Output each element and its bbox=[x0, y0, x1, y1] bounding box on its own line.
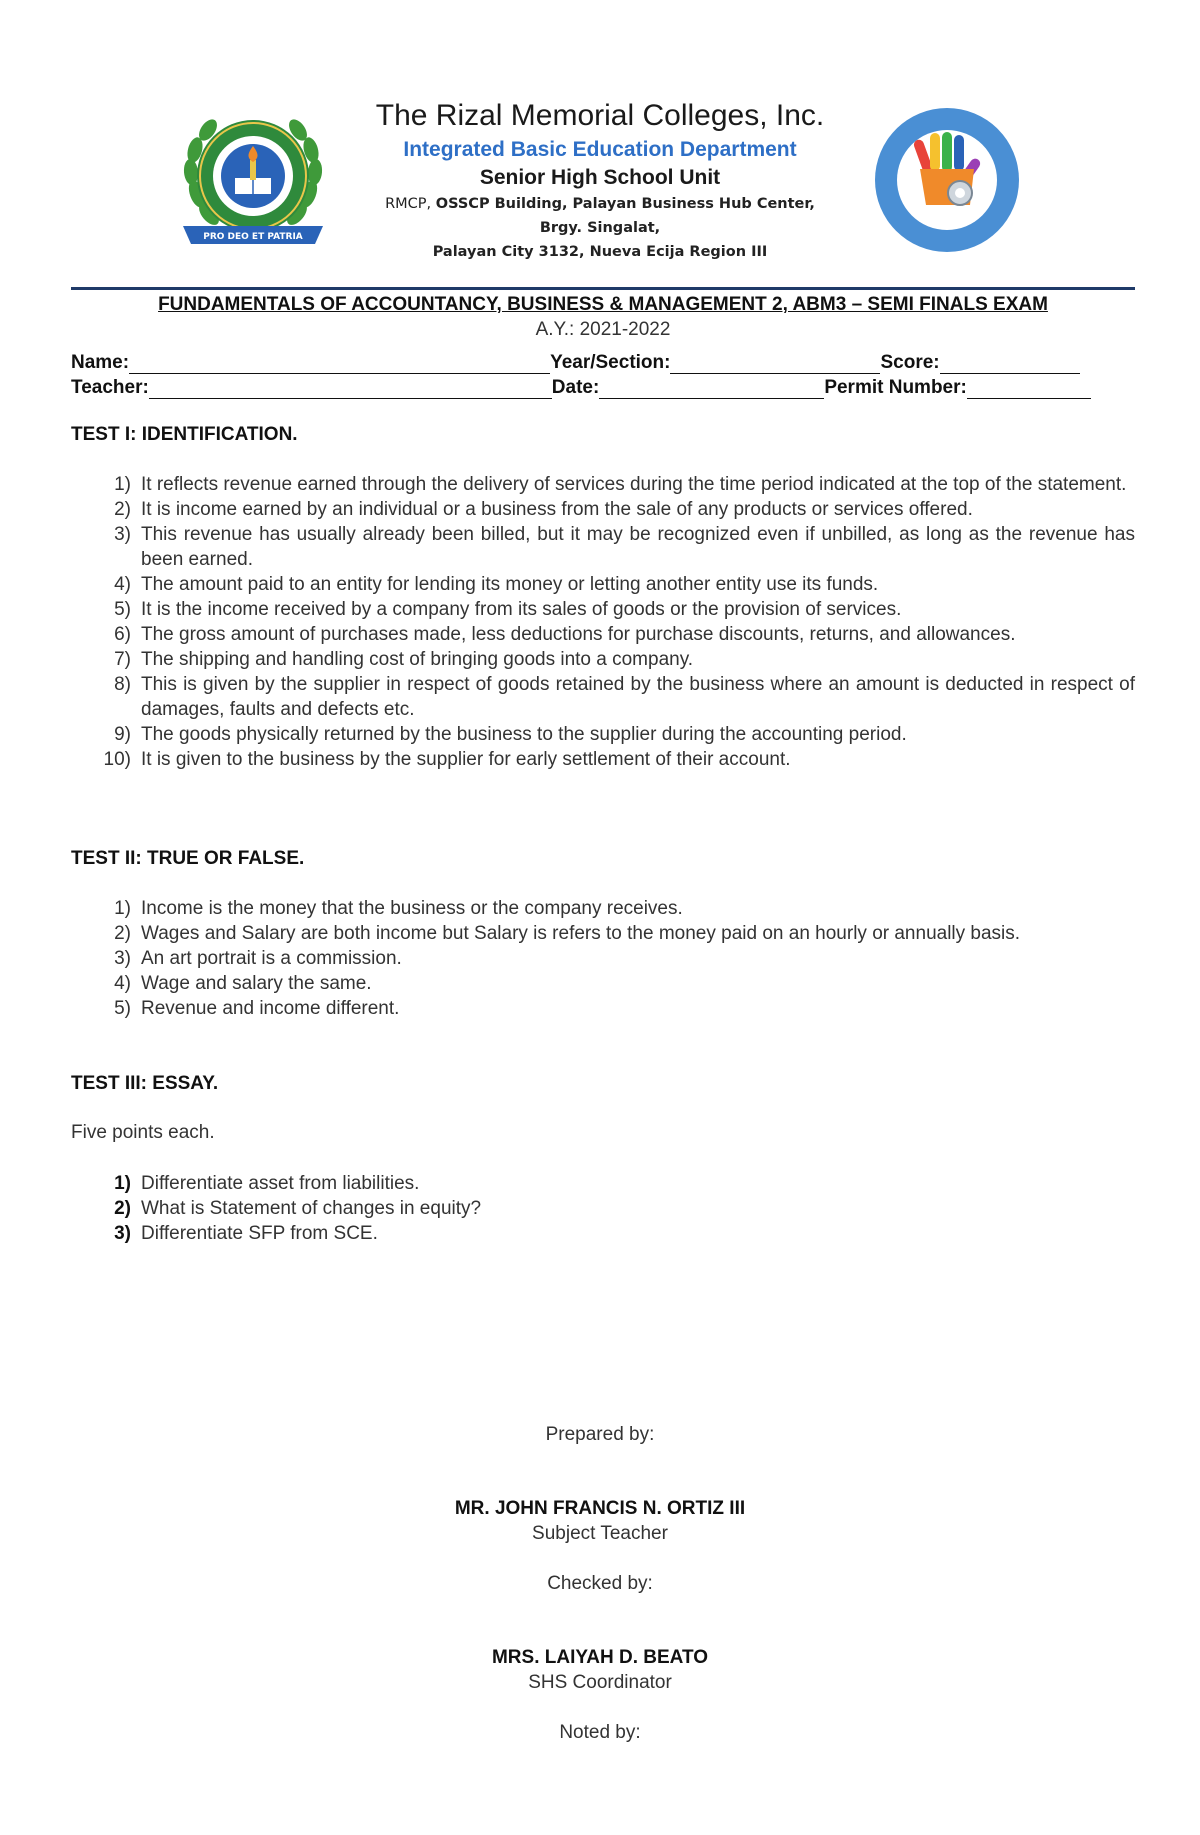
score-label: Score: bbox=[880, 352, 940, 373]
checked-by-label: Checked by: bbox=[547, 1573, 653, 1594]
list-item bbox=[71, 1171, 1135, 1196]
item-text: Wage and salary the same. bbox=[141, 973, 372, 994]
list-item bbox=[71, 996, 1135, 1021]
list-item bbox=[71, 647, 1135, 672]
item-number: 3) bbox=[114, 1223, 131, 1244]
name-label: Name: bbox=[71, 352, 130, 373]
test3-instruction: Five points each. bbox=[71, 1122, 215, 1143]
item-number: 4) bbox=[114, 574, 131, 595]
item-text: The shipping and handling cost of bringing goods into a company. bbox=[141, 649, 694, 670]
list-item bbox=[71, 672, 1135, 722]
address-line-1 bbox=[290, 192, 910, 216]
item-number: 1) bbox=[114, 898, 131, 919]
checked-by-name: MRS. LAIYAH D. BEATO bbox=[491, 1647, 709, 1668]
shs-seal-logo bbox=[872, 105, 1022, 255]
test3-list bbox=[71, 1171, 1135, 1246]
list-item bbox=[71, 1196, 1135, 1221]
item-number: 9) bbox=[114, 724, 131, 745]
item-number: 10) bbox=[103, 749, 131, 770]
date-blank[interactable] bbox=[599, 380, 824, 399]
list-item bbox=[71, 472, 1135, 497]
list-item bbox=[71, 921, 1135, 946]
unit-name: Senior High School Unit bbox=[479, 166, 721, 189]
year-section-label: Year/Section: bbox=[550, 352, 671, 373]
name-blank[interactable] bbox=[129, 355, 550, 374]
address-line-3: Palayan City 3132, Nueva Ecija Region III bbox=[432, 244, 768, 260]
test2-title: TEST II: TRUE OR FALSE. bbox=[71, 848, 305, 869]
teacher-blank[interactable] bbox=[149, 380, 552, 399]
list-item bbox=[71, 722, 1135, 747]
list-item bbox=[71, 622, 1135, 647]
list-item bbox=[71, 896, 1135, 921]
date-label: Date: bbox=[551, 377, 600, 398]
test1-title: TEST I: IDENTIFICATION. bbox=[71, 424, 298, 445]
item-number: 2) bbox=[114, 499, 131, 520]
item-text: Wages and Salary are both income but Salary is refers to the money paid on an hourly or annually basis. bbox=[141, 923, 1021, 944]
teacher-label: Teacher: bbox=[71, 377, 149, 398]
noted-by-label: Noted by: bbox=[559, 1722, 641, 1743]
item-text: An art portrait is a commission. bbox=[141, 948, 402, 969]
address-rest: OSSCP Building, Palayan Business Hub Center, bbox=[435, 196, 815, 212]
item-text: Revenue and income different. bbox=[141, 998, 400, 1019]
list-item bbox=[71, 522, 1135, 572]
item-text: What is Statement of changes in equity? bbox=[141, 1198, 482, 1219]
item-text: The goods physically returned by the business to the supplier during the accounting period. bbox=[141, 724, 907, 745]
item-number: 8) bbox=[114, 674, 131, 695]
item-number: 3) bbox=[114, 524, 131, 545]
item-text: This revenue has usually already been billed, but it may be recognized even if unbilled, as long as the revenue has been earned. bbox=[141, 524, 1135, 570]
item-number: 2) bbox=[114, 923, 131, 944]
motto-text: PRO DEO ET PATRIA bbox=[203, 232, 303, 242]
item-text: The gross amount of purchases made, less deductions for purchase discounts, returns, and allowances. bbox=[141, 624, 1016, 645]
address-prefix: RMCP, bbox=[385, 196, 436, 212]
item-number: 4) bbox=[114, 973, 131, 994]
item-text: Income is the money that the business or the company receives. bbox=[141, 898, 683, 919]
prepared-by-name: MR. JOHN FRANCIS N. ORTIZ III bbox=[454, 1498, 746, 1519]
item-number: 1) bbox=[114, 1173, 131, 1194]
test3-title: TEST III: ESSAY. bbox=[71, 1073, 219, 1094]
list-item bbox=[71, 597, 1135, 622]
item-text: This is given by the supplier in respect of goods retained by the business where an amount is deducted in respect of damages, faults and defects etc. bbox=[141, 674, 1135, 720]
checked-by-role: SHS Coordinator bbox=[528, 1672, 672, 1693]
permit-number-blank[interactable] bbox=[967, 380, 1091, 399]
list-item bbox=[71, 1221, 1135, 1246]
item-number: 7) bbox=[114, 649, 131, 670]
academic-year: A.Y.: 2021-2022 bbox=[535, 319, 671, 340]
header-rule bbox=[71, 287, 1135, 290]
item-number: 6) bbox=[114, 624, 131, 645]
test2-list bbox=[71, 896, 1135, 1021]
list-item bbox=[71, 497, 1135, 522]
item-text: It reflects revenue earned through the delivery of services during the time period indicated at the top of the statement. bbox=[141, 474, 1127, 495]
institution-name: The Rizal Memorial Colleges, Inc. bbox=[375, 99, 825, 132]
item-text: It is given to the business by the supplier for early settlement of their account. bbox=[141, 749, 791, 770]
item-text: The amount paid to an entity for lending its money or letting another entity use its funds. bbox=[141, 574, 879, 595]
item-text: Differentiate asset from liabilities. bbox=[141, 1173, 420, 1194]
department-name: Integrated Basic Education Department bbox=[403, 138, 797, 161]
item-text: It is income earned by an individual or a business from the sale of any products or services offered. bbox=[141, 499, 973, 520]
list-item bbox=[71, 747, 1135, 772]
institution-header bbox=[290, 98, 910, 264]
exam-title: FUNDAMENTALS OF ACCOUNTANCY, BUSINESS & MANAGEMENT 2, ABM3 – SEMI FINALS EXAM bbox=[158, 294, 1048, 315]
item-number: 3) bbox=[114, 948, 131, 969]
prepared-by-role: Subject Teacher bbox=[532, 1523, 668, 1544]
prepared-by-label: Prepared by: bbox=[545, 1424, 655, 1445]
list-item bbox=[71, 971, 1135, 996]
item-number: 5) bbox=[114, 998, 131, 1019]
list-item bbox=[71, 572, 1135, 597]
score-blank[interactable] bbox=[940, 355, 1080, 374]
item-number: 5) bbox=[114, 599, 131, 620]
list-item bbox=[71, 946, 1135, 971]
year-section-blank[interactable] bbox=[670, 355, 880, 374]
item-number: 2) bbox=[114, 1198, 131, 1219]
item-text: Differentiate SFP from SCE. bbox=[141, 1223, 378, 1244]
permit-number-label: Permit Number: bbox=[824, 377, 967, 398]
address-line-2: Brgy. Singalat, bbox=[539, 220, 661, 236]
item-number: 1) bbox=[114, 474, 131, 495]
item-text: It is the income received by a company from its sales of goods or the provision of services. bbox=[141, 599, 902, 620]
student-info-fields bbox=[71, 349, 1135, 399]
test1-list bbox=[71, 472, 1135, 772]
